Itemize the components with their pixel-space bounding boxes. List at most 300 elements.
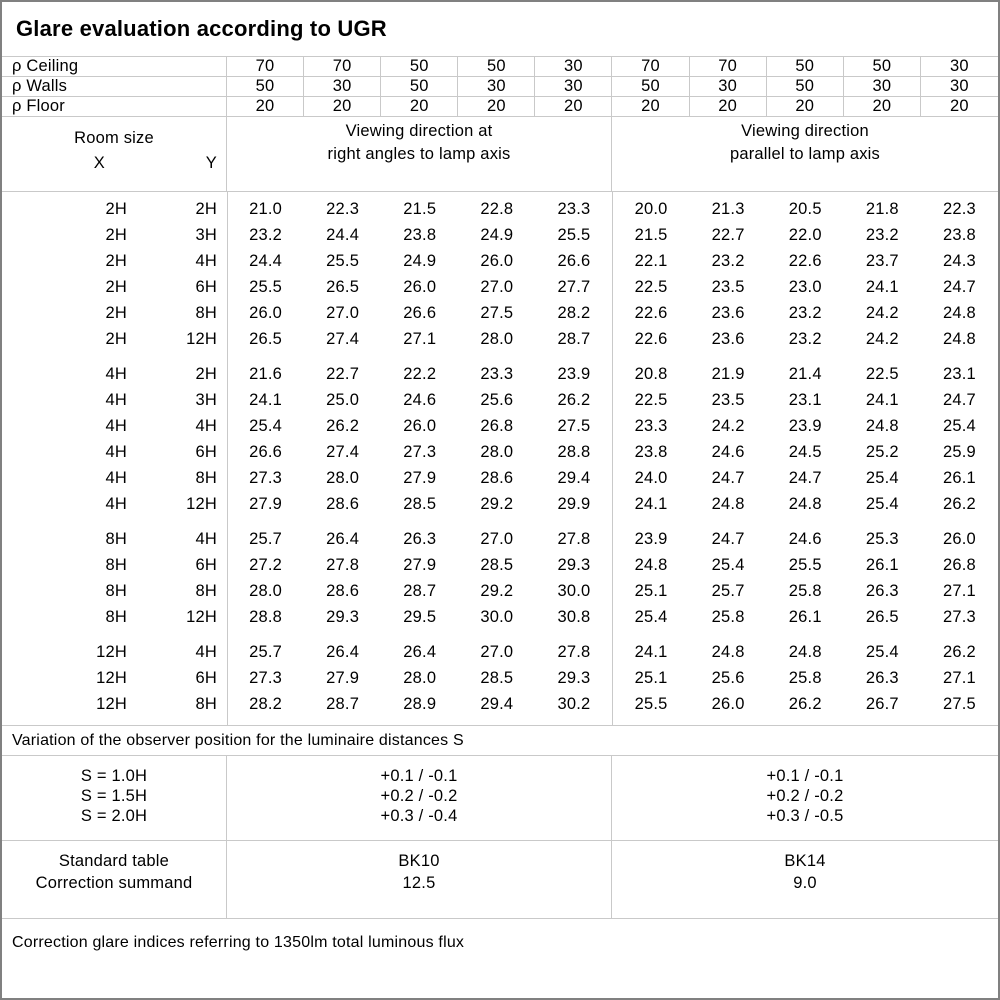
ugr-value: 25.4 xyxy=(865,469,899,487)
ugr-value: 24.9 xyxy=(403,252,437,270)
table-row xyxy=(2,196,998,222)
reflectance-value: 50 xyxy=(458,57,535,76)
reflectance-value: 70 xyxy=(304,57,381,76)
table-row xyxy=(2,326,998,352)
ugr-value: 23.3 xyxy=(480,365,514,383)
ugr-value: 24.3 xyxy=(942,252,976,270)
ugr-value: 27.8 xyxy=(326,556,360,574)
ugr-value: 23.6 xyxy=(711,304,745,322)
ugr-value: 27.5 xyxy=(480,304,514,322)
reflectance-value: 20 xyxy=(227,97,304,116)
reflectance-value: 50 xyxy=(381,57,458,76)
ugr-value: 26.8 xyxy=(480,417,514,435)
reflectance-value: 20 xyxy=(535,97,612,116)
room-y-value: 3H xyxy=(195,391,217,409)
room-size-label: Room size xyxy=(74,129,154,147)
ugr-value: 24.8 xyxy=(711,495,745,513)
standard-table-parallel xyxy=(612,841,998,918)
ugr-value: 26.0 xyxy=(942,530,976,548)
ugr-value: 22.2 xyxy=(403,365,437,383)
ugr-value: 24.0 xyxy=(634,469,668,487)
ugr-value: 30.2 xyxy=(557,695,591,713)
ugr-value: 26.6 xyxy=(249,443,282,461)
reflectance-label: ρ Floor xyxy=(2,97,227,116)
reflectance-value: 30 xyxy=(690,77,767,96)
ugr-value: 23.5 xyxy=(711,278,745,296)
ugr-value: 24.7 xyxy=(788,469,822,487)
ugr-value: 29.2 xyxy=(480,582,514,600)
ugr-value: 27.0 xyxy=(480,530,514,548)
ugr-value: 23.1 xyxy=(942,365,976,383)
reflectance-value: 50 xyxy=(227,77,304,96)
room-x-value: 2H xyxy=(105,252,127,270)
room-y-value: 4H xyxy=(195,643,217,661)
header-line: parallel to lamp axis xyxy=(729,145,881,163)
ugr-value: 26.2 xyxy=(788,695,822,713)
ugr-value: 27.5 xyxy=(557,417,591,435)
x-column-header: X xyxy=(93,154,105,172)
s-variation-value: +0.2 / -0.2 xyxy=(380,787,458,805)
y-column-header: Y xyxy=(205,154,217,172)
room-x-value: 2H xyxy=(105,200,127,218)
ugr-value: 26.3 xyxy=(403,530,437,548)
ugr-value: 22.5 xyxy=(634,278,668,296)
correction-summand-value: 12.5 xyxy=(402,874,436,892)
ugr-value: 23.2 xyxy=(249,226,282,244)
ugr-value: 26.1 xyxy=(865,556,899,574)
ugr-value: 25.4 xyxy=(865,495,899,513)
ugr-value: 28.2 xyxy=(249,695,282,713)
ugr-value: 24.7 xyxy=(711,530,745,548)
ugr-value: 29.3 xyxy=(326,608,360,626)
ugr-value: 26.0 xyxy=(249,304,282,322)
ugr-value: 24.7 xyxy=(942,278,976,296)
ugr-value: 26.0 xyxy=(711,695,745,713)
room-x-value: 8H xyxy=(105,582,127,600)
ugr-value: 26.2 xyxy=(942,643,976,661)
s-distance-label: S = 2.0H xyxy=(80,807,148,825)
room-y-value: 2H xyxy=(195,365,217,383)
ugr-value: 27.4 xyxy=(326,330,360,348)
ugr-value: 24.6 xyxy=(711,443,745,461)
ugr-value: 27.5 xyxy=(942,695,976,713)
ugr-value: 24.7 xyxy=(942,391,976,409)
s-variation-value: +0.3 / -0.5 xyxy=(766,807,844,825)
ugr-value: 27.3 xyxy=(403,443,437,461)
ugr-value: 23.2 xyxy=(711,252,745,270)
table-row xyxy=(2,387,998,413)
ugr-value: 25.4 xyxy=(249,417,282,435)
ugr-value: 29.5 xyxy=(403,608,437,626)
reflectance-value: 20 xyxy=(381,97,458,116)
ugr-value: 23.3 xyxy=(634,417,668,435)
ugr-value: 22.6 xyxy=(634,330,668,348)
room-x-value: 4H xyxy=(105,365,127,383)
ugr-value: 29.9 xyxy=(557,495,591,513)
ugr-value: 28.0 xyxy=(480,443,514,461)
ugr-value: 28.0 xyxy=(326,469,360,487)
ugr-value: 21.9 xyxy=(711,365,745,383)
ugr-value: 21.4 xyxy=(788,365,822,383)
ugr-value: 28.7 xyxy=(403,582,437,600)
observer-variation-section xyxy=(2,756,998,841)
ugr-value: 24.8 xyxy=(865,417,899,435)
ugr-value: 27.0 xyxy=(480,278,514,296)
ugr-value: 29.4 xyxy=(480,695,514,713)
ugr-value: 24.2 xyxy=(865,330,899,348)
ugr-value: 27.0 xyxy=(326,304,360,322)
ugr-value: 27.4 xyxy=(326,443,360,461)
room-y-value: 4H xyxy=(195,530,217,548)
room-x-value: 4H xyxy=(105,469,127,487)
ugr-value: 26.1 xyxy=(788,608,822,626)
ugr-value: 20.8 xyxy=(634,365,668,383)
ugr-value: 24.1 xyxy=(249,391,282,409)
s-variation-right-angles xyxy=(227,756,612,840)
reflectance-value: 30 xyxy=(304,77,381,96)
table-row xyxy=(2,552,998,578)
room-x-value: 4H xyxy=(105,417,127,435)
ugr-value: 26.5 xyxy=(326,278,360,296)
room-y-value: 8H xyxy=(195,304,217,322)
ugr-value: 27.8 xyxy=(557,643,591,661)
ugr-value: 26.6 xyxy=(403,304,437,322)
ugr-value: 23.9 xyxy=(788,417,822,435)
room-y-value: 12H xyxy=(186,608,217,626)
ugr-value: 25.4 xyxy=(865,643,899,661)
ugr-value: 25.6 xyxy=(480,391,514,409)
ugr-value: 26.3 xyxy=(865,582,899,600)
reflectance-value: 30 xyxy=(535,57,612,76)
room-x-value: 4H xyxy=(105,495,127,513)
correction-summand-value: 9.0 xyxy=(793,874,817,892)
ugr-value: 28.6 xyxy=(480,469,514,487)
ugr-value: 23.2 xyxy=(788,304,822,322)
ugr-value: 22.6 xyxy=(634,304,668,322)
ugr-value: 26.5 xyxy=(249,330,282,348)
ugr-value: 24.6 xyxy=(788,530,822,548)
ugr-value: 23.8 xyxy=(634,443,668,461)
ugr-value: 26.8 xyxy=(942,556,976,574)
s-variation-value: +0.2 / -0.2 xyxy=(766,787,844,805)
room-y-value: 2H xyxy=(195,200,217,218)
ugr-value: 20.5 xyxy=(788,200,822,218)
ugr-value: 28.5 xyxy=(403,495,437,513)
room-x-value: 8H xyxy=(105,608,127,626)
room-x-value: 12H xyxy=(96,669,127,687)
ugr-value: 26.0 xyxy=(480,252,514,270)
ugr-value: 26.0 xyxy=(403,278,437,296)
ugr-value: 24.8 xyxy=(634,556,668,574)
room-y-value: 3H xyxy=(195,226,217,244)
room-x-value: 2H xyxy=(105,330,127,348)
ugr-value: 26.4 xyxy=(403,643,437,661)
reflectance-value: 20 xyxy=(612,97,689,116)
reflectance-value: 50 xyxy=(767,57,844,76)
reflectance-value: 20 xyxy=(844,97,921,116)
ugr-value: 26.5 xyxy=(865,608,899,626)
ugr-value: 25.5 xyxy=(634,695,668,713)
s-distance-labels xyxy=(2,756,227,840)
ugr-value: 27.3 xyxy=(249,669,282,687)
ugr-value: 25.8 xyxy=(711,608,745,626)
reflectance-value: 30 xyxy=(844,77,921,96)
table-row xyxy=(2,578,998,604)
column-divider xyxy=(227,192,228,725)
ugr-value: 26.2 xyxy=(942,495,976,513)
room-y-value: 6H xyxy=(195,556,217,574)
ugr-value: 27.1 xyxy=(403,330,437,348)
reflectance-value: 20 xyxy=(690,97,767,116)
reflectance-value: 30 xyxy=(950,57,969,75)
reflectance-value: 70 xyxy=(612,57,689,76)
header-line: Viewing direction at xyxy=(345,122,493,140)
room-y-value: 4H xyxy=(195,417,217,435)
ugr-value: 25.5 xyxy=(249,278,282,296)
ugr-value: 23.8 xyxy=(403,226,437,244)
reflectance-label: ρ Walls xyxy=(2,77,227,96)
room-y-value: 8H xyxy=(195,695,217,713)
ugr-value: 22.7 xyxy=(326,365,360,383)
reflectance-value: 50 xyxy=(612,77,689,96)
ugr-value: 24.8 xyxy=(942,304,976,322)
ugr-value: 28.9 xyxy=(403,695,437,713)
variation-note: Variation of the observer position for the luminaire distances S xyxy=(2,726,998,756)
ugr-value: 28.5 xyxy=(480,669,514,687)
table-row xyxy=(2,491,998,517)
ugr-value: 25.7 xyxy=(249,643,282,661)
ugr-value: 24.1 xyxy=(865,278,899,296)
ugr-value: 27.9 xyxy=(249,495,282,513)
ugr-value: 22.3 xyxy=(326,200,360,218)
ugr-value: 22.6 xyxy=(788,252,822,270)
reflectance-value: 30 xyxy=(458,77,535,96)
ugr-value: 23.0 xyxy=(788,278,822,296)
ugr-value: 20.0 xyxy=(634,200,668,218)
room-x-value: 8H xyxy=(105,530,127,548)
s-variation-parallel xyxy=(612,756,998,840)
ugr-value: 26.3 xyxy=(865,669,899,687)
ugr-value: 23.9 xyxy=(634,530,668,548)
ugr-value: 22.1 xyxy=(634,252,668,270)
ugr-value: 24.6 xyxy=(403,391,437,409)
ugr-value: 25.5 xyxy=(326,252,360,270)
ugr-value: 30.0 xyxy=(557,582,591,600)
standard-table-label: Standard table xyxy=(58,852,170,870)
ugr-value: 25.9 xyxy=(942,443,976,461)
ugr-value: 21.8 xyxy=(865,200,899,218)
room-x-value: 2H xyxy=(105,226,127,244)
room-size-header xyxy=(2,117,227,191)
ugr-value: 24.5 xyxy=(788,443,822,461)
ugr-value: 28.7 xyxy=(557,330,591,348)
ugr-value: 29.3 xyxy=(557,556,591,574)
ugr-value: 24.8 xyxy=(788,495,822,513)
room-x-value: 4H xyxy=(105,443,127,461)
column-header-row xyxy=(2,117,998,192)
ugr-value: 25.4 xyxy=(942,417,976,435)
ugr-value: 24.2 xyxy=(711,417,745,435)
ugr-value: 28.6 xyxy=(326,582,360,600)
ugr-value: 24.7 xyxy=(711,469,745,487)
ugr-value: 28.6 xyxy=(326,495,360,513)
ugr-value: 29.3 xyxy=(557,669,591,687)
ugr-value: 27.1 xyxy=(942,669,976,687)
reflectance-row xyxy=(2,97,998,117)
ugr-value: 24.1 xyxy=(865,391,899,409)
ugr-value: 22.3 xyxy=(942,200,976,218)
viewing-direction-right-angles-header xyxy=(227,117,612,191)
reflectance-value: 20 xyxy=(950,97,969,115)
standard-table-section xyxy=(2,841,998,919)
ugr-value: 25.2 xyxy=(865,443,899,461)
table-row xyxy=(2,248,998,274)
ugr-value: 28.8 xyxy=(249,608,282,626)
reflectance-row xyxy=(2,57,998,77)
ugr-value: 25.8 xyxy=(788,669,822,687)
ugr-value: 23.8 xyxy=(942,226,976,244)
standard-table-labels xyxy=(2,841,227,918)
ugr-value: 27.3 xyxy=(942,608,976,626)
table-row xyxy=(2,300,998,326)
reflectance-value: 20 xyxy=(304,97,381,116)
reflectance-value: 50 xyxy=(381,77,458,96)
ugr-value: 21.6 xyxy=(249,365,282,383)
correction-summand-label: Correction summand xyxy=(35,874,193,892)
ugr-value: 25.5 xyxy=(788,556,822,574)
table-row xyxy=(2,639,998,665)
ugr-value: 26.4 xyxy=(326,643,360,661)
ugr-value: 23.5 xyxy=(711,391,745,409)
room-y-value: 6H xyxy=(195,443,217,461)
ugr-value: 27.3 xyxy=(249,469,282,487)
header-line: Viewing direction xyxy=(741,122,869,140)
ugr-value: 23.9 xyxy=(557,365,591,383)
column-divider xyxy=(612,192,613,725)
table-row xyxy=(2,691,998,717)
ugr-value: 22.5 xyxy=(634,391,668,409)
table-row xyxy=(2,274,998,300)
standard-table-value: BK14 xyxy=(784,852,826,870)
ugr-value: 23.6 xyxy=(711,330,745,348)
reflectance-value: 30 xyxy=(535,77,612,96)
xy-header-row xyxy=(2,150,226,176)
ugr-value: 23.1 xyxy=(788,391,822,409)
standard-table-right-angles xyxy=(227,841,612,918)
ugr-value: 26.1 xyxy=(942,469,976,487)
ugr-value: 28.0 xyxy=(249,582,282,600)
ugr-value: 21.5 xyxy=(634,226,668,244)
ugr-value: 25.5 xyxy=(557,226,591,244)
ugr-value: 22.7 xyxy=(711,226,745,244)
table-row xyxy=(2,439,998,465)
table-row xyxy=(2,361,998,387)
ugr-value: 21.3 xyxy=(711,200,745,218)
reflectance-value: 50 xyxy=(844,57,921,76)
ugr-value: 29.2 xyxy=(480,495,514,513)
table-row xyxy=(2,413,998,439)
s-variation-value: +0.1 / -0.1 xyxy=(380,767,458,785)
ugr-value: 24.4 xyxy=(249,252,282,270)
reflectance-value: 20 xyxy=(767,97,844,116)
ugr-value: 26.4 xyxy=(326,530,360,548)
ugr-value: 28.2 xyxy=(557,304,591,322)
room-y-value: 12H xyxy=(186,330,217,348)
ugr-value: 26.7 xyxy=(865,695,899,713)
ugr-value: 22.8 xyxy=(480,200,514,218)
ugr-value: 22.5 xyxy=(865,365,899,383)
ugr-value: 24.8 xyxy=(788,643,822,661)
reflectance-value: 50 xyxy=(767,77,844,96)
ugr-value: 25.8 xyxy=(788,582,822,600)
ugr-value: 25.4 xyxy=(634,608,668,626)
ugr-value: 26.0 xyxy=(403,417,437,435)
ugr-value: 23.7 xyxy=(865,252,899,270)
standard-table-value: BK10 xyxy=(398,852,440,870)
room-y-value: 4H xyxy=(195,252,217,270)
reflectance-value: 30 xyxy=(950,77,969,95)
ugr-value: 25.0 xyxy=(326,391,360,409)
table-row xyxy=(2,604,998,630)
ugr-value: 26.2 xyxy=(326,417,360,435)
ugr-value: 28.5 xyxy=(480,556,514,574)
ugr-value: 25.3 xyxy=(865,530,899,548)
ugr-value: 27.9 xyxy=(403,556,437,574)
ugr-value: 24.8 xyxy=(942,330,976,348)
reflectance-row xyxy=(2,77,998,97)
ugr-value: 25.7 xyxy=(711,582,745,600)
ugr-value: 25.1 xyxy=(634,669,668,687)
ugr-value: 25.4 xyxy=(711,556,745,574)
ugr-value: 26.6 xyxy=(557,252,591,270)
ugr-value: 27.9 xyxy=(403,469,437,487)
room-x-value: 2H xyxy=(105,278,127,296)
room-y-value: 6H xyxy=(195,669,217,687)
ugr-value: 27.8 xyxy=(557,530,591,548)
s-variation-value: +0.3 / -0.4 xyxy=(380,807,458,825)
ugr-value: 25.7 xyxy=(249,530,282,548)
ugr-value: 23.3 xyxy=(557,200,591,218)
ugr-values-section xyxy=(2,192,998,726)
room-x-value: 8H xyxy=(105,556,127,574)
room-x-value: 4H xyxy=(105,391,127,409)
s-variation-value: +0.1 / -0.1 xyxy=(766,767,844,785)
reflectance-value: 20 xyxy=(458,97,535,116)
ugr-value: 30.0 xyxy=(480,608,514,626)
ugr-value: 24.4 xyxy=(326,226,360,244)
ugr-value: 26.2 xyxy=(557,391,591,409)
ugr-value: 28.0 xyxy=(403,669,437,687)
s-distance-label: S = 1.5H xyxy=(80,787,148,805)
ugr-value: 27.1 xyxy=(942,582,976,600)
reflectance-label: ρ Ceiling xyxy=(2,57,227,76)
ugr-value: 28.7 xyxy=(326,695,360,713)
ugr-value: 28.8 xyxy=(557,443,591,461)
footer-note: Correction glare indices referring to 1350lm total luminous flux xyxy=(12,934,465,951)
title-bar xyxy=(2,2,998,57)
ugr-value: 24.1 xyxy=(634,495,668,513)
ugr-value: 29.4 xyxy=(557,469,591,487)
ugr-value: 27.7 xyxy=(557,278,591,296)
s-distance-label: S = 1.0H xyxy=(80,767,148,785)
table-row xyxy=(2,465,998,491)
ugr-value: 24.9 xyxy=(480,226,514,244)
room-y-value: 12H xyxy=(186,495,217,513)
ugr-value: 27.2 xyxy=(249,556,282,574)
ugr-value: 27.0 xyxy=(480,643,514,661)
viewing-direction-parallel-header xyxy=(612,117,998,191)
room-x-value: 12H xyxy=(96,695,127,713)
